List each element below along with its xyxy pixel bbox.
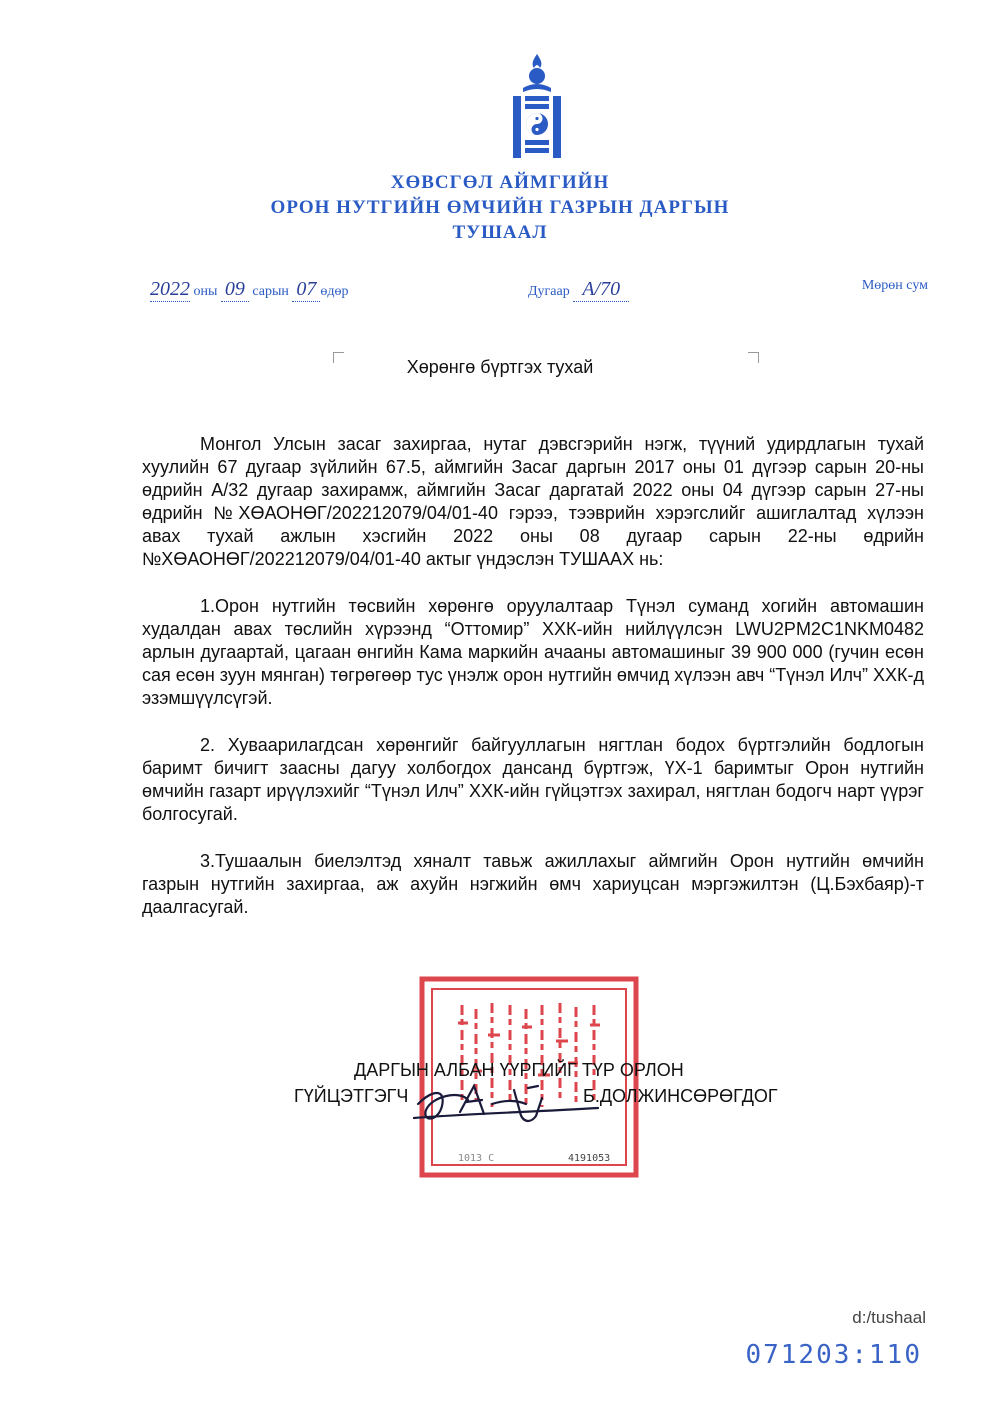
date-month: 09 [221, 278, 249, 302]
document-number [528, 278, 629, 302]
registration-stamp-number: 071203:110 [745, 1340, 922, 1370]
date-year: 2022 [150, 278, 190, 300]
paragraph-text: 3.Тушаалын биелэлтэд хяналт тавьж ажиллахыг аймгийн Орон нутгийн өмчийн газрын нутгийн захиргаа, аж ахуйн нэгжийн өмч хариуцсан мэргэжилтэн (Ц.Бэхбаяр)-т даалгасугай. [142, 851, 924, 917]
paragraph-text: 2. Хуваарилагдсан хөрөнгийг байгууллагын нягтлан бодох бүртгэлийн бодлогын баримт бичигт заасны дагуу холбогдох дансанд бүртгэж, ҮХ-1 баримтыг Орон нутгийн өмчийн газарт ирүүлэхийг “Түнэл Илч” ХХК-ийн гүйцэтгэх захирал, нягтлан бодогч нарт үүрэг болгосугай. [142, 735, 924, 824]
place-name: Мөрөн сум [861, 278, 928, 293]
date-field [150, 278, 349, 302]
date-month-suffix: сарын [252, 284, 289, 299]
handwritten-signature [412, 1078, 602, 1134]
signature-name: Б.ДОЛЖИНСӨРӨГДОГ [583, 1086, 778, 1106]
header-line-3: ТУШААЛ [452, 222, 548, 243]
header-line-1: ХӨВСГӨЛ АЙМГИЙН [390, 172, 610, 193]
paragraph-item-1 [142, 595, 924, 710]
header-line-2: ОРОН НУТГИЙН ӨМЧИЙН ГАЗРЫН ДАРГЫН [270, 197, 730, 218]
soyombo-emblem-icon [507, 52, 567, 160]
date-year-suffix: оны [193, 284, 218, 299]
paragraph-item-2 [142, 734, 924, 826]
number-value: А/70 [573, 278, 629, 302]
date-day: 07 [292, 278, 320, 302]
number-label: Дугаар [528, 284, 570, 299]
paragraph-text: 1.Орон нутгийн төсвийн хөрөнгө оруулалтаар Түнэл суманд хогийн автомашин худалдан авах төслийн хүрээнд “Оттомир” ХХК-ийн нийлүүлсэн LWU2PM2C1NKM0482 арлын дугаартай, цагаан өнгийн Кама маркийн ачааны автомашиныг 39 900 000 (гучин есөн сая есөн зуун мянган) төгрөгөөр тус үнэлж орон нутгийн өмчид хүлээн авч “Түнэл Илч” ХХК-д эзэмшүүлсүгэй. [142, 596, 924, 708]
signature-title-line: ДАРГЫН АЛБАН ҮҮРГИЙГ ТҮР ОРЛОН [354, 1060, 684, 1080]
paragraph-text: Монгол Улсын засаг захиргаа, нутаг дэвсгэрийн нэгж, түүний удирдлагын тухай хуулийн 67 дугаар зүйлийн 67.5, аймгийн Засаг даргын 2017 оны 01 дүгээр сарын 20-ны өдрийн А/32 дугаар захирамж, аймгийн Засаг даргатай 2022 оны 04 дүгээр сарын 27-ны өдрийн №ХӨАОНӨГ/202212079/04/01-40 гэрээ, тээврийн хэрэгслийг ашиглалтад хүлээн авах тухай ажлын хэсгийн 2022 оны 08 дугаар сарын 22-ны өдрийн №ХӨАОНӨГ/202212079/04/01-40 актыг үндэслэн ТУШААХ нь: [142, 434, 924, 569]
file-path: d:/tushaal [852, 1308, 926, 1327]
signature-role: ГҮЙЦЭТГЭГЧ [294, 1086, 409, 1106]
document-subject: Хөрөнгө бүртгэх тухай [406, 357, 594, 377]
date-day-suffix: өдөр [320, 284, 349, 299]
paragraph-item-3 [142, 850, 924, 919]
svg-text:1013 С: 1013 С [458, 1153, 495, 1164]
stamp-number: 4191053 [568, 1153, 611, 1164]
paragraph-preamble [142, 433, 924, 571]
